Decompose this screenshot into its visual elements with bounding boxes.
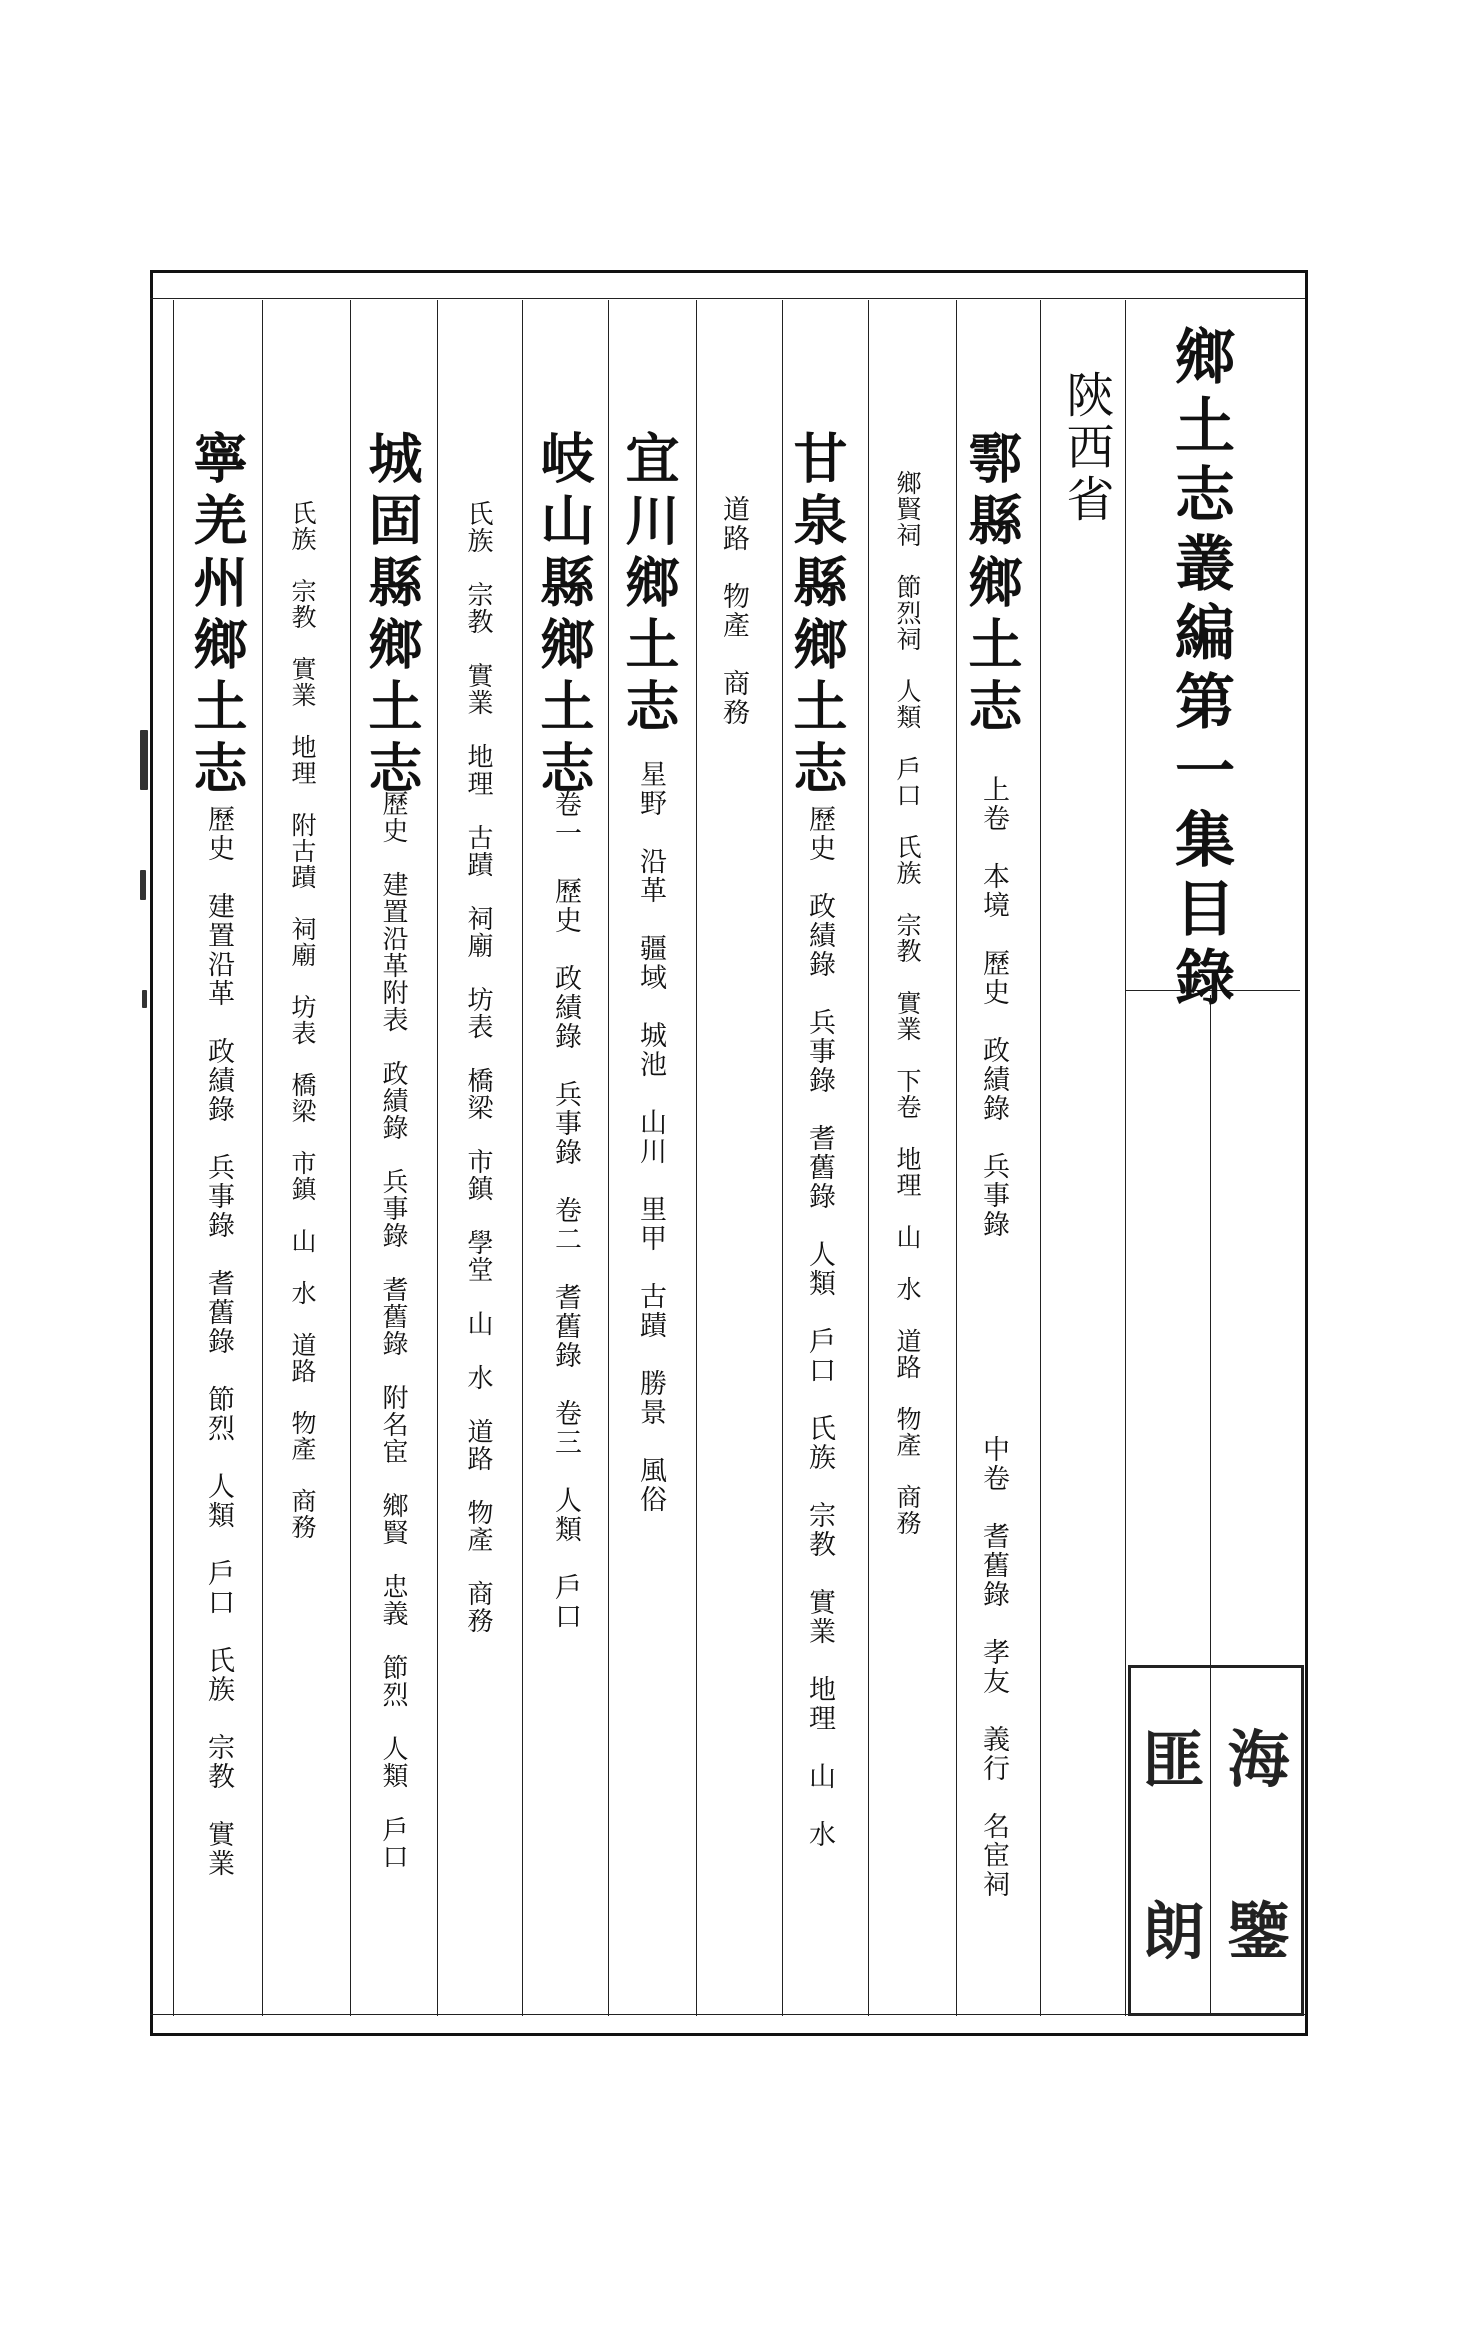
gazetteer-contents: 鄉賢祠 節烈祠 人類 戶口 氏族 宗教 實業 下卷 地理 山 水 道路 物產 商務: [893, 470, 922, 1536]
gazetteer-title: 岐山縣鄉土志: [532, 430, 596, 802]
gazetteer-contents: 星野 沿革 疆域 城池 山川 里甲 古蹟 勝景 風俗: [635, 760, 666, 1514]
column-rule: [608, 300, 609, 2016]
column-rule: [522, 300, 523, 2016]
column-rule: [262, 300, 263, 2016]
seal-character: 匪: [1142, 1722, 1205, 1796]
scan-speck: [140, 870, 146, 900]
gazetteer-contents: 道路 物產 商務: [718, 495, 749, 727]
column-rule: [350, 300, 351, 2016]
gazetteer-contents: 歷史 建置沿革附表 政績錄 兵事錄 耆舊錄 附名宦 鄉賢 忠義 節烈 人類 戶口: [378, 790, 408, 1870]
scan-speck: [142, 990, 147, 1008]
seal-character: 海: [1227, 1722, 1290, 1796]
gazetteer-contents: 氏族 宗教 實業 地理 附古蹟 祠廟 坊表 橋梁 市鎮 山 水 道路 物產 商務: [288, 500, 317, 1540]
column-rule: [868, 300, 869, 2016]
gazetteer-title: 寧羌州鄉土志: [185, 430, 249, 802]
gazetteer-contents: 氏族 宗教 實業 地理 古蹟 祠廟 坊表 橋梁 市鎮 學堂 山 水 道路 物產 商務: [463, 500, 493, 1634]
page-title: 鄉土志叢編第一集目錄: [1165, 325, 1235, 1015]
gazetteer-title: 城固縣鄉土志: [360, 430, 424, 802]
top-rule: [150, 298, 1305, 299]
column-rule: [696, 300, 697, 2016]
gazetteer-contents: 上卷 本境 歷史 政績錄 兵事錄: [978, 775, 1009, 1239]
column-rule: [173, 300, 174, 2016]
collector-seal: [1128, 1665, 1304, 2016]
gazetteer-title: 宜川鄉土志: [617, 430, 681, 740]
gazetteer-title: 甘泉縣鄉土志: [785, 430, 849, 802]
column-rule: [782, 300, 783, 2016]
gazetteer-contents: 中卷 耆舊錄 孝友 義行 名宦祠: [978, 1435, 1009, 1899]
gazetteer-contents: 歷史 政績錄 兵事錄 耆舊錄 人類 戶口 氏族 宗教 實業 地理 山 水: [804, 805, 835, 1849]
gazetteer-title: 鄠縣鄉土志: [960, 430, 1024, 740]
column-rule: [1040, 300, 1041, 2016]
gazetteer-contents: 歷史 建置沿革 政績錄 兵事錄 耆舊錄 節烈 人類 戶口 氏族 宗教 實業: [203, 805, 234, 1878]
column-rule: [1125, 300, 1126, 2016]
seal-character: 朗: [1142, 1895, 1205, 1969]
scan-speck: [140, 730, 148, 790]
column-rule: [956, 300, 957, 2016]
gazetteer-contents: 卷一 歷史 政績錄 兵事錄 卷二 耆舊錄 卷三 人類 戶口: [550, 790, 581, 1631]
column-rule: [437, 300, 438, 2016]
seal-character: 鑒: [1227, 1895, 1290, 1969]
province-heading: 陝西省: [1058, 370, 1114, 526]
